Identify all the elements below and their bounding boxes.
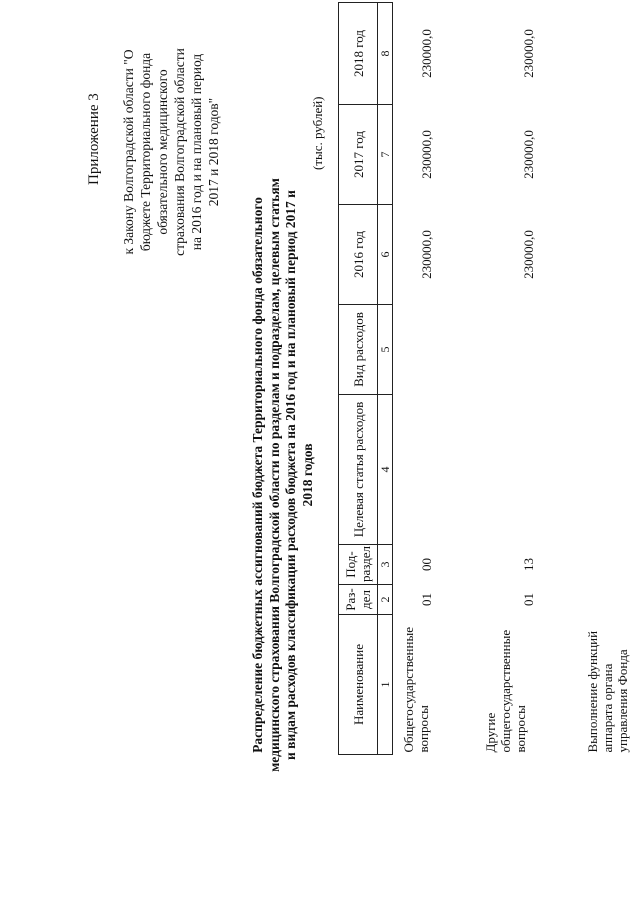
row-value-2018: 230000,0 [521, 29, 536, 78]
table-row [393, 3, 482, 755]
row-subsection: 00 [419, 558, 434, 571]
appendix-title: Приложение 3 [86, 93, 102, 185]
row-name: Общегосударственные вопросы [401, 627, 431, 753]
row-value-2016 [583, 205, 640, 305]
table-header-row [339, 3, 378, 755]
row-value-2016: 230000,0 [419, 230, 434, 279]
header-expense-type: Вид расходов [339, 305, 378, 395]
row-section: 01 [521, 593, 536, 606]
column-number: 5 [378, 305, 393, 395]
header-section: Раз-дел [339, 585, 378, 615]
header-2018: 2018 год [339, 3, 378, 105]
row-subsection: 13 [521, 558, 536, 571]
column-number: 7 [378, 105, 393, 205]
column-number-row [378, 3, 393, 755]
column-number: 8 [378, 3, 393, 105]
law-reference: к Закону Волгоградской области "О бюджете Территориального фонда обязательного медицинского страхования Волгоградской области на 2016 год и на плановый период 2017 и 2018 годов" [121, 48, 221, 256]
header-name: Наименование [339, 615, 378, 755]
row-name: Выполнение функций аппарата органа управления Фонда [585, 630, 630, 753]
row-expense-type [583, 305, 640, 395]
row-target-article [583, 395, 640, 545]
row-value-2017: 230000,0 [521, 130, 536, 179]
row-value-2017 [583, 105, 640, 205]
header-2016: 2016 год [339, 205, 378, 305]
row-section: 01 [419, 593, 434, 606]
document-title: Распределение бюджетных ассигнований бюджета Территориального фонда обязательного медицинского страхования Волгоградской области по разделам и подразделам, целевым статьям и видам расходов классификации расходов бюджета на 2016 год и на плановый период 2017 и 2018 годов [250, 178, 315, 772]
table-row [481, 3, 583, 755]
header-subsection: Под-раздел [339, 545, 378, 585]
column-number: 6 [378, 205, 393, 305]
header-2017: 2017 год [339, 105, 378, 205]
row-expense-type [393, 305, 482, 395]
row-target-article [393, 395, 482, 545]
row-name: Другие общегосударственные вопросы [483, 629, 528, 753]
budget-table [338, 2, 640, 755]
row-expense-type [481, 305, 583, 395]
row-value-2017: 230000,0 [419, 130, 434, 179]
column-number: 1 [378, 615, 393, 755]
column-number: 3 [378, 545, 393, 585]
row-section [583, 585, 640, 615]
units-label: (тыс. рублей) [310, 96, 325, 170]
row-value-2018: 230000,0 [419, 29, 434, 78]
column-number: 4 [378, 395, 393, 545]
row-subsection [583, 545, 640, 585]
table-row [583, 3, 640, 755]
row-value-2018 [583, 3, 640, 105]
row-target-article [481, 395, 583, 545]
header-target-article: Целевая статья расходов [339, 395, 378, 545]
column-number: 2 [378, 585, 393, 615]
row-value-2016: 230000,0 [521, 230, 536, 279]
